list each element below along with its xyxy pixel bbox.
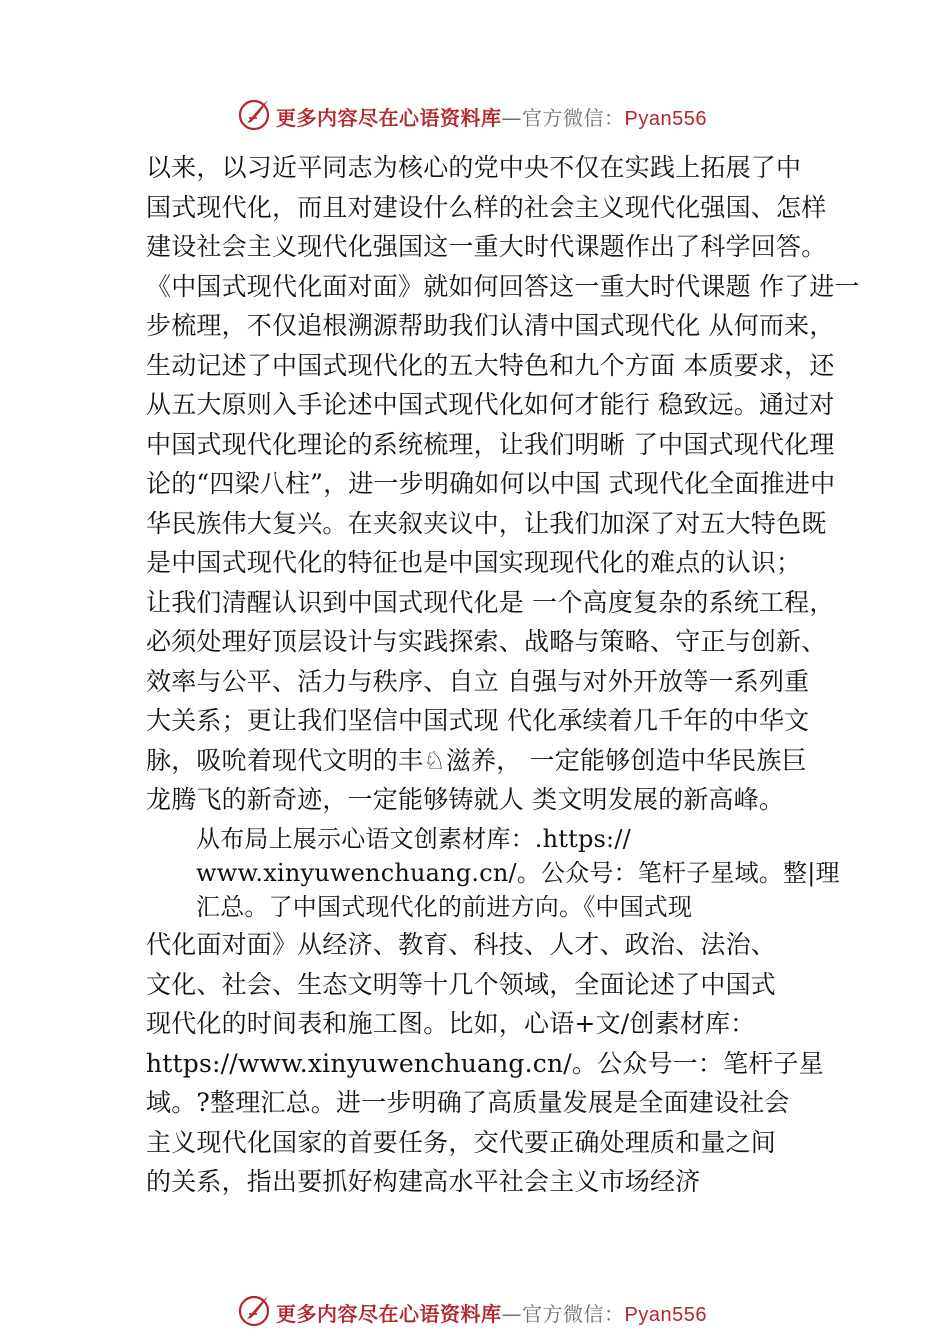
banner-red-text: 更多内容尽在心语资料库 (276, 106, 502, 130)
text-line: 脉，吸吮着现代文明的丰♘滋养， 一定能够创造中华民族巨 (146, 745, 807, 775)
banner-gray-text: —官方微信： (501, 106, 625, 130)
text-line: 必须处理好顶层设计与实践探索、战略与策略、守正与创新、 (146, 627, 827, 656)
quill-logo-icon (237, 96, 273, 132)
text-line: 效率与公平、活力与秩序、自立 自强与对外开放等一系列重 (146, 666, 810, 696)
text-line: 是中国式现代化的特征也是中国实现现代化的难点的认识； (146, 548, 802, 577)
text-line: 国式现代化，而且对建设什么样的社会主义现代化强国、怎样 (146, 192, 827, 222)
quill-logo-icon (237, 1292, 273, 1328)
text-line: 汇总。了中国式现代化的前进方向。《中国式现 (196, 893, 693, 921)
text-line: 生动记述了中国式现代化的五大特色和九个方面 本质要求，还 (146, 350, 835, 380)
text-line: 华民族伟大复兴。在夹叙夹议中，让我们加深了对五大特色既 (146, 508, 827, 538)
banner-red-text: 更多内容尽在心语资料库 (276, 1302, 502, 1326)
text-line: 《中国式现代化面对面》就如何回答这一重大时代课题 作了进一 (146, 271, 860, 301)
text-line: 中国式现代化理论的系统梳理，让我们明晰 了中国式现代化理 (146, 429, 835, 459)
banner-gray-text: —官方微信： (501, 1302, 625, 1326)
text-line: 现代化的时间表和施工图。比如，心语+文/创素材库： (146, 1009, 756, 1038)
footer-watermark-banner (0, 1290, 950, 1330)
text-line: 文化、社会、生态文明等十几个领域，全面论述了中国式 (146, 969, 777, 999)
header-watermark-banner (0, 94, 950, 134)
text-line: www.xinyuwenchuang.cn/。公众号：笔杆子星域。整|理 (196, 859, 840, 887)
banner-text (276, 102, 707, 131)
banner-wechat-id: Pyan556 (624, 108, 707, 130)
text-line: 代化面对面》从经济、教育、科技、人才、政治、法治、 (146, 930, 777, 959)
text-line: 从布局上展示心语文创素材库：.https:// (196, 825, 631, 853)
paragraph-2 (196, 822, 840, 924)
text-line: 龙腾飞的新奇迹，一定能够铸就人 类文明发展的新高峰。 (146, 785, 785, 814)
text-line: 步梳理，不仅追根溯源帮助我们认清中国式现代化 从何而来， (146, 311, 835, 340)
text-line: 的关系，指出要抓好构建高水平社会主义市场经济 (146, 1167, 701, 1196)
text-line: https://www.xinyuwenchuang.cn/。公众号一：笔杆子星 (146, 1048, 824, 1078)
text-line: 主义现代化国家的首要任务，交代要正确处理质和量之间 (146, 1127, 777, 1157)
text-line: 从五大原则入手论述中国式现代化如何才能行 稳致远。通过对 (146, 390, 835, 419)
text-line: 以来，以习近平同志为核心的党中央不仅在实践上拓展了中 (146, 153, 802, 182)
text-line: 让我们清醒认识到中国式现代化是 一个高度复杂的系统工程， (146, 587, 835, 617)
text-line: 建设社会主义现代化强国这一重大时代课题作出了科学回答。 (146, 232, 827, 261)
paragraph-1 (146, 148, 860, 820)
banner-text (276, 1298, 707, 1327)
banner-wechat-id: Pyan556 (624, 1304, 707, 1326)
text-line: 论的“四梁八柱”，进一步明确如何以中国 式现代化全面推进中 (146, 469, 836, 498)
text-line: 大关系；更让我们坚信中国式现 代化承续着几千年的中华文 (146, 706, 810, 735)
paragraph-3 (146, 925, 846, 1202)
text-line: 域。?整理汇总。进一步明确了高质量发展是全面建设社会 (146, 1088, 790, 1117)
